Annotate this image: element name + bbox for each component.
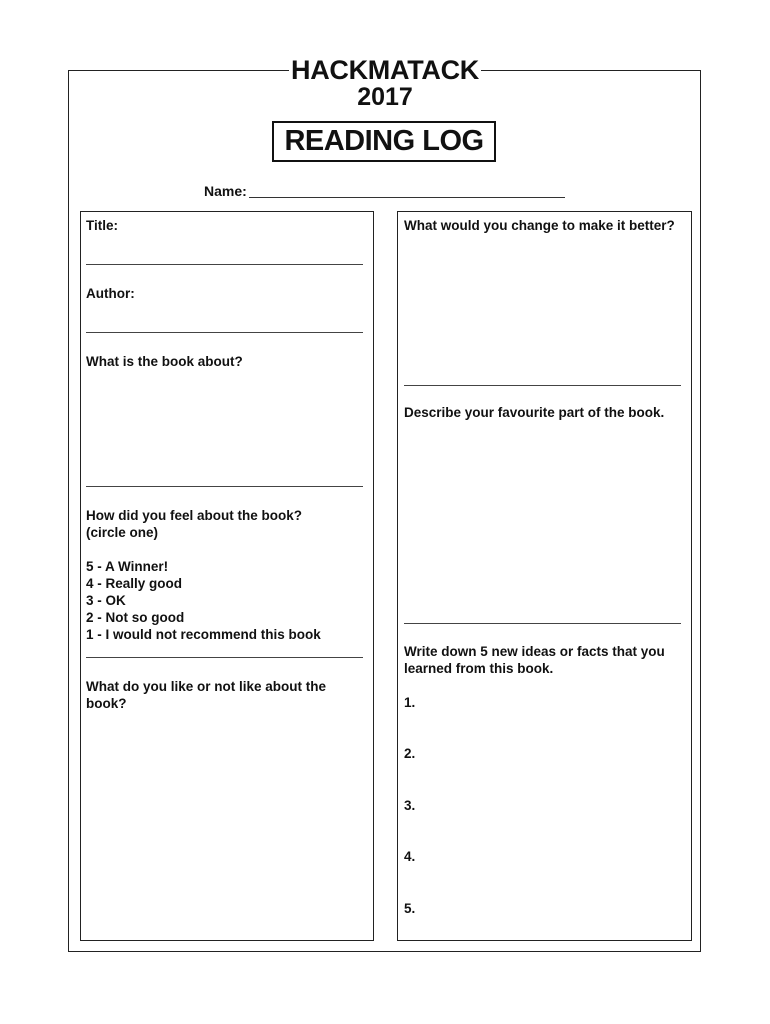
change-question: What would you change to make it better? xyxy=(404,218,675,233)
right-column xyxy=(397,211,692,941)
rating-option-1[interactable]: 1 - I would not recommend this book xyxy=(86,627,321,642)
rating-option-5[interactable]: 5 - A Winner! xyxy=(86,559,169,574)
idea-number-4: 4. xyxy=(404,849,416,864)
favourite-answer-line[interactable] xyxy=(404,623,681,624)
idea-number-5: 5. xyxy=(404,901,416,916)
author-label: Author: xyxy=(86,286,135,301)
rating-divider xyxy=(86,657,363,658)
reading-log-heading: READING LOG xyxy=(272,121,496,162)
rating-option-4[interactable]: 4 - Really good xyxy=(86,576,183,591)
program-title: HACKMATACK xyxy=(291,55,479,85)
idea-number-1: 1. xyxy=(404,695,416,710)
book-about-question: What is the book about? xyxy=(86,354,243,369)
author-answer-line[interactable] xyxy=(86,332,363,333)
name-label: Name: xyxy=(204,183,247,199)
title-answer-line[interactable] xyxy=(86,264,363,265)
change-answer-line[interactable] xyxy=(404,385,681,386)
name-field[interactable] xyxy=(249,197,565,198)
favourite-part-question: Describe your favourite part of the book. xyxy=(404,405,665,420)
idea-number-2: 2. xyxy=(404,746,416,761)
ideas-question-line1: Write down 5 new ideas or facts that you xyxy=(404,644,665,659)
idea-number-3: 3. xyxy=(404,798,416,813)
ideas-question-line2: learned from this book. xyxy=(404,661,554,676)
book-about-answer-line[interactable] xyxy=(86,486,363,487)
like-question-line2: book? xyxy=(86,696,127,711)
program-year: 2017 xyxy=(357,83,413,111)
like-question-line1: What do you like or not like about the xyxy=(86,679,327,694)
title-label: Title: xyxy=(86,218,119,233)
rating-option-3[interactable]: 3 - OK xyxy=(86,593,126,608)
feel-question: How did you feel about the book? xyxy=(86,508,302,523)
rating-option-2[interactable]: 2 - Not so good xyxy=(86,610,185,625)
feel-instruction: (circle one) xyxy=(86,525,159,540)
